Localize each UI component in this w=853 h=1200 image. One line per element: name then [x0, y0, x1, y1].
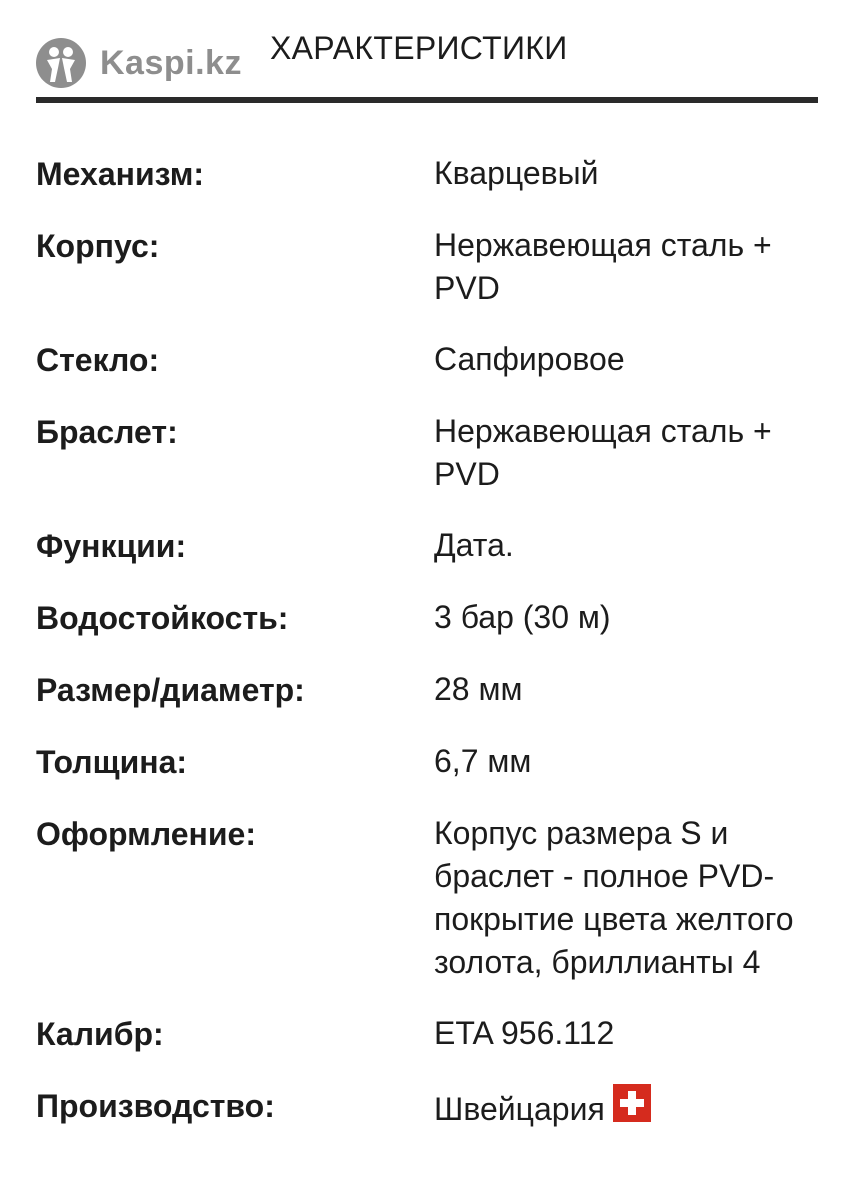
spec-row-bracelet: [36, 410, 826, 496]
spec-row-case: [36, 224, 826, 310]
spec-row-mechanism: [36, 152, 826, 196]
spec-label: Стекло:: [36, 342, 160, 378]
spec-label: Корпус:: [36, 228, 160, 264]
header: [36, 28, 818, 104]
divider: [36, 97, 818, 103]
specs-list: [36, 152, 826, 1159]
spec-value: 28 мм: [434, 671, 523, 707]
logo-text: Kaspi.kz: [100, 44, 242, 82]
spec-row-glass: [36, 338, 826, 382]
spec-value: Швейцария: [434, 1091, 605, 1127]
spec-value: Нержавеющая сталь + PVD: [434, 413, 772, 492]
spec-label: Оформление:: [36, 816, 256, 852]
swiss-flag-icon: [613, 1084, 651, 1122]
spec-label: Водостойкость:: [36, 600, 289, 636]
spec-row-functions: [36, 524, 826, 568]
spec-value: Кварцевый: [434, 155, 599, 191]
spec-row-caliber: [36, 1012, 826, 1056]
section-title: ХАРАКТЕРИСТИКИ: [270, 30, 568, 66]
spec-label: Размер/диаметр:: [36, 672, 305, 708]
spec-label: Браслет:: [36, 414, 178, 450]
spec-value: 3 бар (30 м): [434, 599, 611, 635]
spec-value: Сапфировое: [434, 341, 625, 377]
spec-label: Калибр:: [36, 1016, 164, 1052]
spec-value: ETA 956.112: [434, 1015, 615, 1051]
spec-row-water-resistance: [36, 596, 826, 640]
spec-value: Нержавеющая сталь + PVD: [434, 227, 772, 306]
kaspi-people-icon: [36, 38, 86, 88]
spec-value: Корпус размера S и браслет - полное PVD-покрытие цвета желтого золота, бриллианты 4: [434, 815, 794, 980]
spec-row-thickness: [36, 740, 826, 784]
spec-row-design: [36, 812, 826, 984]
spec-label: Механизм:: [36, 156, 205, 192]
spec-label: Толщина:: [36, 744, 188, 780]
kaspi-logo[interactable]: [36, 38, 242, 88]
spec-label: Функции:: [36, 528, 187, 564]
spec-label: Производство:: [36, 1088, 275, 1124]
spec-value-production: [434, 1084, 826, 1131]
spec-value: Дата.: [434, 527, 514, 563]
spec-value: 6,7 мм: [434, 743, 532, 779]
spec-row-production: [36, 1084, 826, 1131]
spec-row-size: [36, 668, 826, 712]
